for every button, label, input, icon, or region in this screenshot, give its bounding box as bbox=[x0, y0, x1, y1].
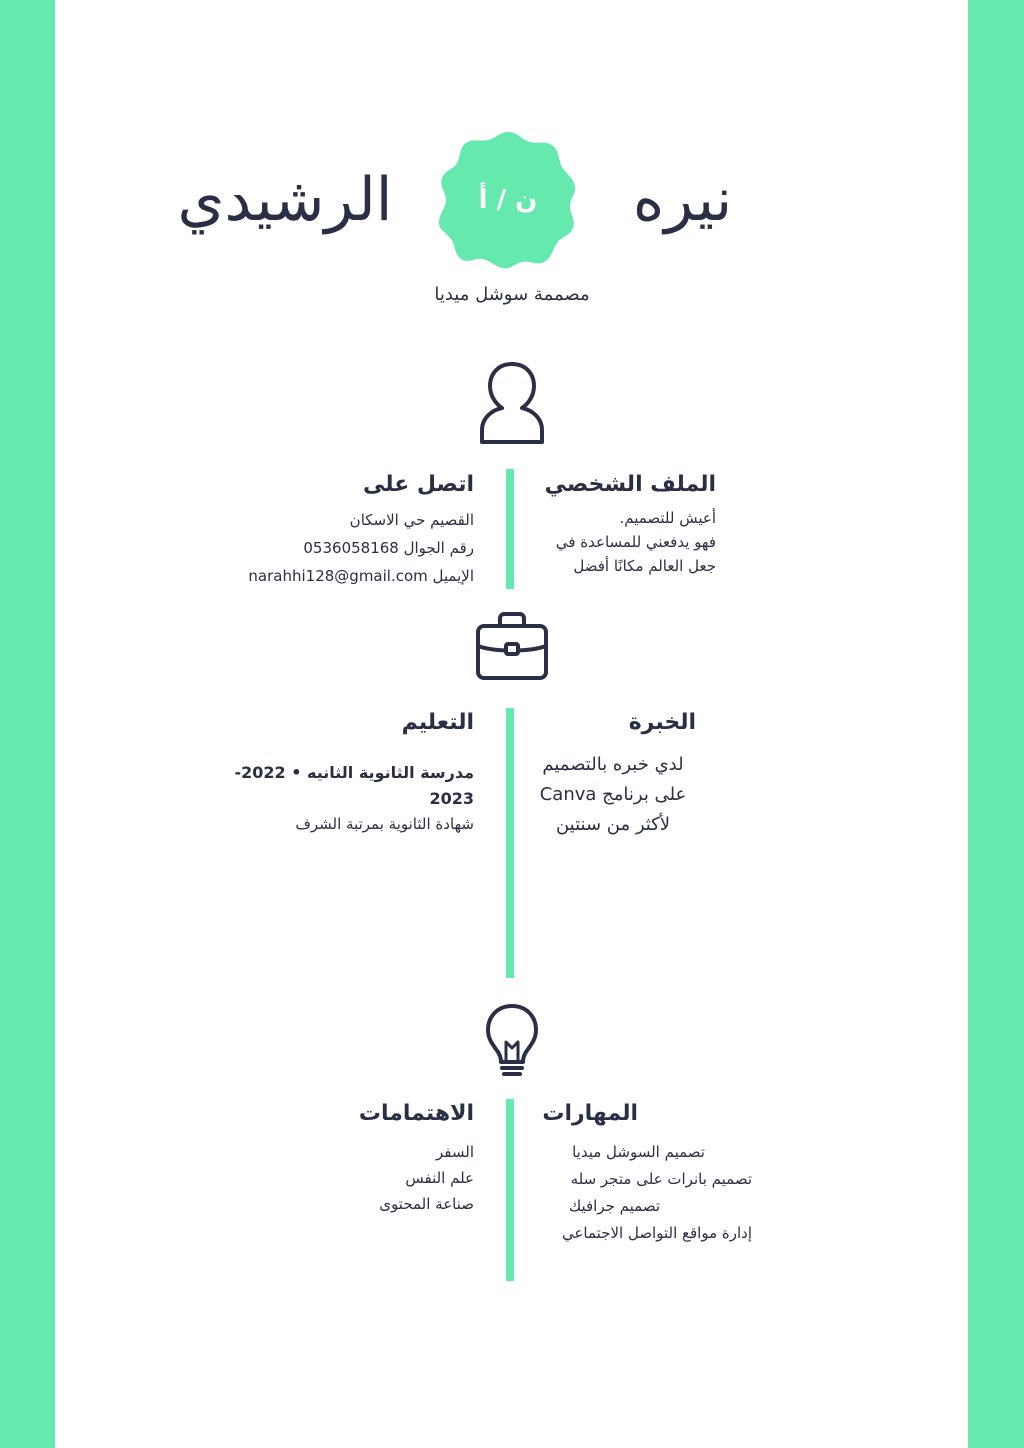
interest-item: السفر bbox=[436, 1143, 474, 1161]
profile-line: جعل العالم مكانًا أفضل bbox=[573, 557, 716, 575]
job-title: مصممة سوشل ميديا bbox=[434, 284, 590, 305]
skill-item: تصميم بانرات على متجر سله bbox=[570, 1170, 752, 1188]
first-name: نيره bbox=[632, 165, 733, 235]
education-title: مدرسة الثانوية الثانيه • 2022- 2023 bbox=[234, 763, 474, 808]
contact-address: القصيم حي الاسكان bbox=[349, 511, 474, 529]
profile-line: فهو يدفعني للمساعدة في bbox=[555, 533, 716, 551]
skills-divider bbox=[506, 1099, 514, 1281]
profile-heading: الملف الشخصي bbox=[544, 472, 716, 497]
experience-heading: الخبرة bbox=[628, 710, 696, 735]
skill-item: تصميم جرافيك bbox=[568, 1197, 660, 1215]
skill-item: إدارة مواقع التواصل الاجتماعي bbox=[561, 1224, 752, 1242]
experience-line: على برنامج Canva bbox=[539, 784, 687, 805]
experience-section bbox=[530, 708, 696, 840]
profile-divider bbox=[506, 469, 514, 589]
interest-item: صناعة المحتوى bbox=[379, 1195, 474, 1213]
contact-heading: اتصل على bbox=[362, 472, 474, 497]
education-detail: شهادة الثانوية بمرتبة الشرف bbox=[295, 815, 474, 833]
briefcase-icon bbox=[470, 610, 554, 682]
skill-item: تصميم السوشل ميديا bbox=[572, 1143, 705, 1161]
contact-email[interactable]: الإيميل narahhi128@gmail.com bbox=[248, 567, 474, 585]
interest-item: علم النفس bbox=[405, 1169, 474, 1187]
user-icon bbox=[470, 360, 554, 448]
interests-heading: الاهتمامات bbox=[358, 1101, 474, 1126]
monogram-badge bbox=[438, 130, 578, 270]
monogram-initials: ن / أ bbox=[478, 185, 538, 215]
lightbulb-icon bbox=[470, 1002, 554, 1080]
left-accent-bar bbox=[0, 0, 55, 1448]
experience-line: لأكثر من سنتين bbox=[555, 814, 671, 835]
profile-section bbox=[530, 470, 716, 578]
contact-phone: رقم الجوال 0536058168 bbox=[303, 539, 474, 557]
experience-divider bbox=[506, 708, 514, 978]
right-accent-bar bbox=[968, 0, 1024, 1448]
profile-line: أعيش للتصميم. bbox=[619, 509, 716, 527]
education-heading: التعليم bbox=[401, 710, 474, 735]
education-section bbox=[190, 708, 474, 836]
contact-section bbox=[190, 470, 474, 590]
experience-line: لدي خبره بالتصميم bbox=[542, 754, 684, 775]
skills-heading: المهارات bbox=[542, 1101, 638, 1126]
skills-section bbox=[530, 1099, 752, 1247]
interests-section bbox=[190, 1099, 474, 1217]
last-name: الرشيدي bbox=[177, 165, 393, 235]
